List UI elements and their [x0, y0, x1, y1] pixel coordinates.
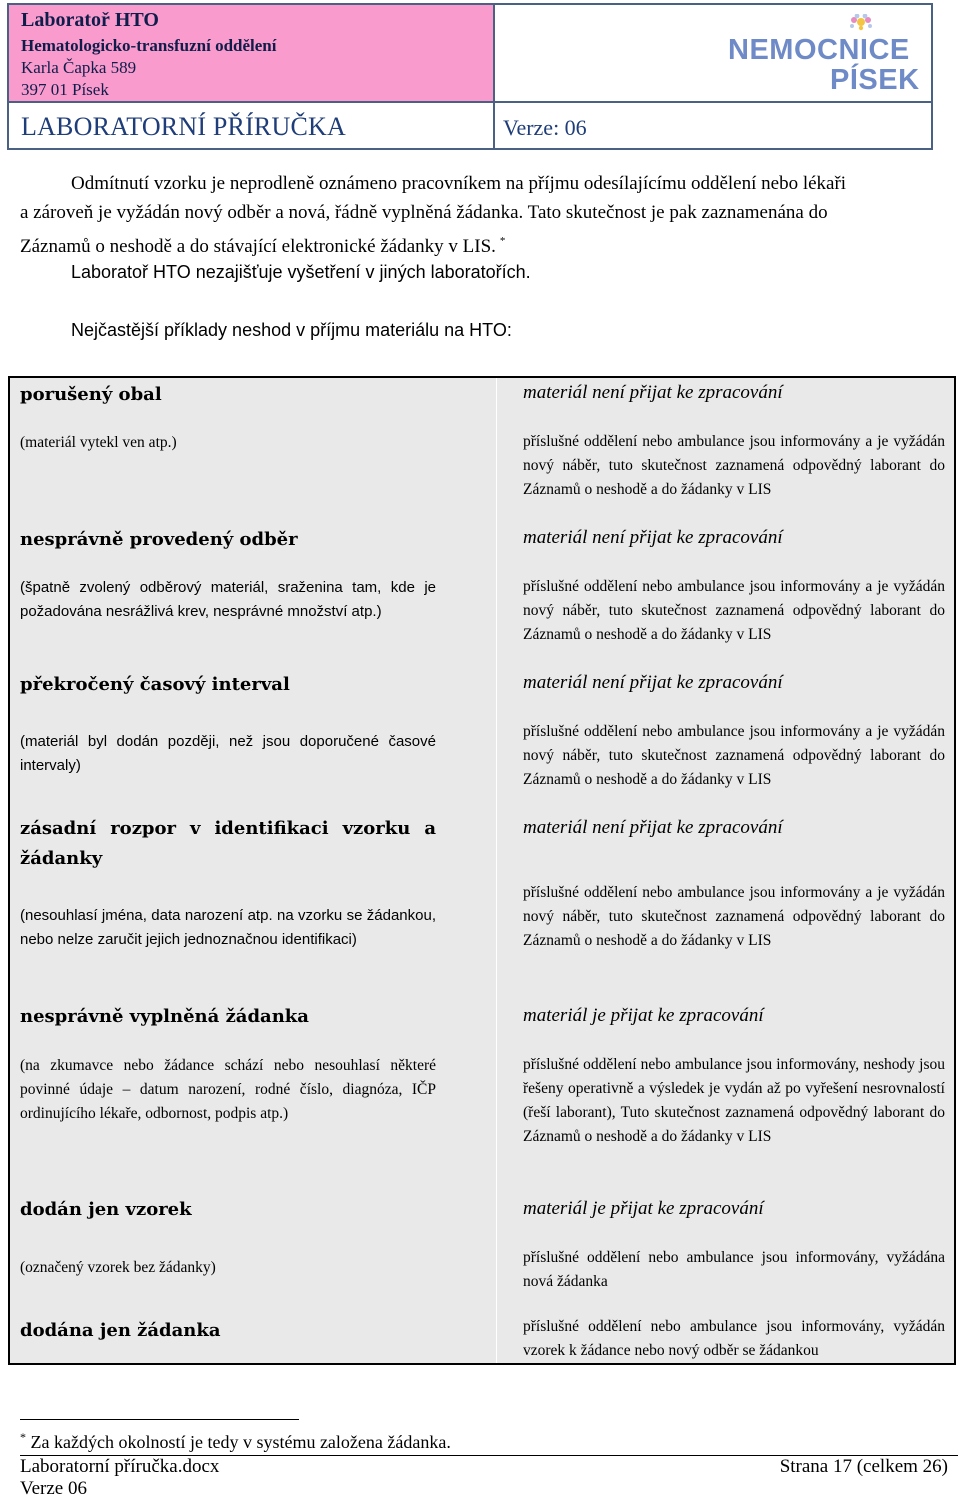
header-street: Karla Čapka 589 — [21, 58, 137, 77]
footer-left — [20, 1456, 219, 1500]
footer-filename: Laboratorní příručka.docx — [20, 1456, 220, 1477]
logo-text-pisek: PÍSEK — [830, 64, 920, 96]
row-4-title: zásadní rozpor v identifikaci vzorku a žádanky — [20, 818, 436, 869]
row-1-detail: (materiál vytekl ven atp.) — [20, 434, 177, 451]
document-title: LABORATORNÍ PŘÍRUČKA — [21, 112, 346, 141]
row-6-title: dodán jen vzorek — [20, 1199, 192, 1220]
document-version: Verze: 06 — [503, 115, 587, 140]
row-4-status: materiál není přijat ke zpracování — [523, 817, 783, 838]
hospital-logo — [720, 14, 920, 94]
header-lab-name: Laboratoř HTO — [21, 9, 159, 31]
row-7-action: příslušné oddělení nebo ambulance jsou informovány, vyžádán vzorek k žádance nebo nový odběr se žádankou — [523, 1318, 945, 1359]
footer-page-number: Strana 17 (celkem 26) — [779, 1456, 948, 1477]
intro-line-2: a zároveň je vyžádán nový odběr a nová, řádně vyplněná žádanka. Tato skutečnost je pak zaznamenána do — [20, 202, 828, 223]
row-2-action: příslušné oddělení nebo ambulance jsou informovány a je vyžádán nový náběr, tuto skutečnost zaznamená odpovědný laborant do Záznamů o neshodě a do žádanky v LIS — [523, 578, 945, 643]
row-2-detail: (špatně zvolený odběrový materiál, sraženina tam, kde je požadována nesrážlivá krev, nesprávné množství atp.) — [20, 579, 436, 620]
footnote-separator — [20, 1419, 299, 1420]
row-6-action: příslušné oddělení nebo ambulance jsou informovány, vyžádána nová žádanka — [523, 1249, 945, 1290]
footer-version: Verze 06 — [20, 1478, 87, 1499]
row-2-status: materiál není přijat ke zpracování — [523, 527, 783, 548]
row-3-detail: (materiál byl dodán později, než jsou doporučené časové intervaly) — [20, 733, 436, 774]
row-3-status: materiál není přijat ke zpracování — [523, 672, 783, 693]
footnote-text: Za každých okolností je tedy v systému založena žádanka. — [26, 1432, 451, 1452]
table-caption: Nejčastější příklady neshod v příjmu materiálu na HTO: — [71, 320, 512, 340]
header-city: 397 01 Písek — [21, 80, 109, 99]
intro-line-3-text: Záznamů o neshodě a do stávající elektronické žádanky v LIS. — [20, 236, 496, 257]
row-7-title: dodána jen žádanka — [20, 1320, 221, 1341]
logo-text-nemocnice: NEMOCNICE — [728, 34, 910, 66]
column-divider — [496, 378, 497, 1363]
row-1-status: materiál není přijat ke zpracování — [523, 382, 783, 403]
footnote — [20, 1430, 451, 1453]
header-address-block — [9, 5, 495, 103]
row-5-status: materiál je přijat ke zpracování — [523, 1005, 764, 1026]
footnote-mark: * — [20, 1430, 26, 1444]
intro-line-3 — [20, 227, 505, 261]
row-6-detail: (označený vzorek bez žádanky) — [20, 1259, 216, 1276]
row-1-action: příslušné oddělení nebo ambulance jsou informovány a je vyžádán nový náběr, tuto skutečnost zaznamená odpovědný laborant do Záznamů o neshodě a do žádanky v LIS — [523, 433, 945, 498]
header-department: Hematologicko-transfuzní oddělení — [21, 36, 277, 55]
row-5-action: příslušné oddělení nebo ambulance jsou informovány, neshody jsou řešeny operativně a výsledek je vydán až po vyřešení nesrovnalostí (řeší laborant), Tuto skutečnost zaznamená odpovědný laborant do Záznamů o neshodě a do žádanky v LIS — [523, 1056, 945, 1145]
nonconformity-table — [8, 376, 956, 1365]
row-6-status: materiál je přijat ke zpracování — [523, 1198, 764, 1219]
row-3-action: příslušné oddělení nebo ambulance jsou informovány a je vyžádán nový náběr, tuto skutečnost zaznamená odpovědný laborant do Záznamů o neshodě a do žádanky v LIS — [523, 723, 945, 788]
intro-line-1: Odmítnutí vzorku je neprodleně oznámeno pracovníkem na příjmu odesílajícímu oddělení nebo lékaři — [71, 173, 847, 194]
footnote-ref[interactable]: * — [499, 235, 506, 247]
intro-note: Laboratoř HTO nezajišťuje vyšetření v jiných laboratořích. — [71, 262, 531, 282]
row-1-title: porušený obal — [20, 384, 162, 405]
row-5-detail: (na zkumavce nebo žádance schází nebo nesouhlasí některé povinné údaje – datum narození, rodné číslo, diagnóza, IČP ordinujícího lékaře, odbornost, podpis atp.) — [20, 1057, 436, 1122]
header-divider — [493, 101, 495, 148]
row-5-title: nesprávně vyplněná žádanka — [20, 1006, 309, 1027]
row-4-detail: (nesouhlasí jména, data narození atp. na vzorku se žádankou, nebo nelze zaručit jejich jednoznačnou identifikaci) — [20, 907, 436, 948]
row-2-title: nesprávně provedený odběr — [20, 529, 298, 550]
row-4-action: příslušné oddělení nebo ambulance jsou informovány a je vyžádán nový náběr, tuto skutečnost zaznamená odpovědný laborant do Záznamů o neshodě a do žádanky v LIS — [523, 884, 945, 949]
row-3-title: překročený časový interval — [20, 674, 290, 695]
